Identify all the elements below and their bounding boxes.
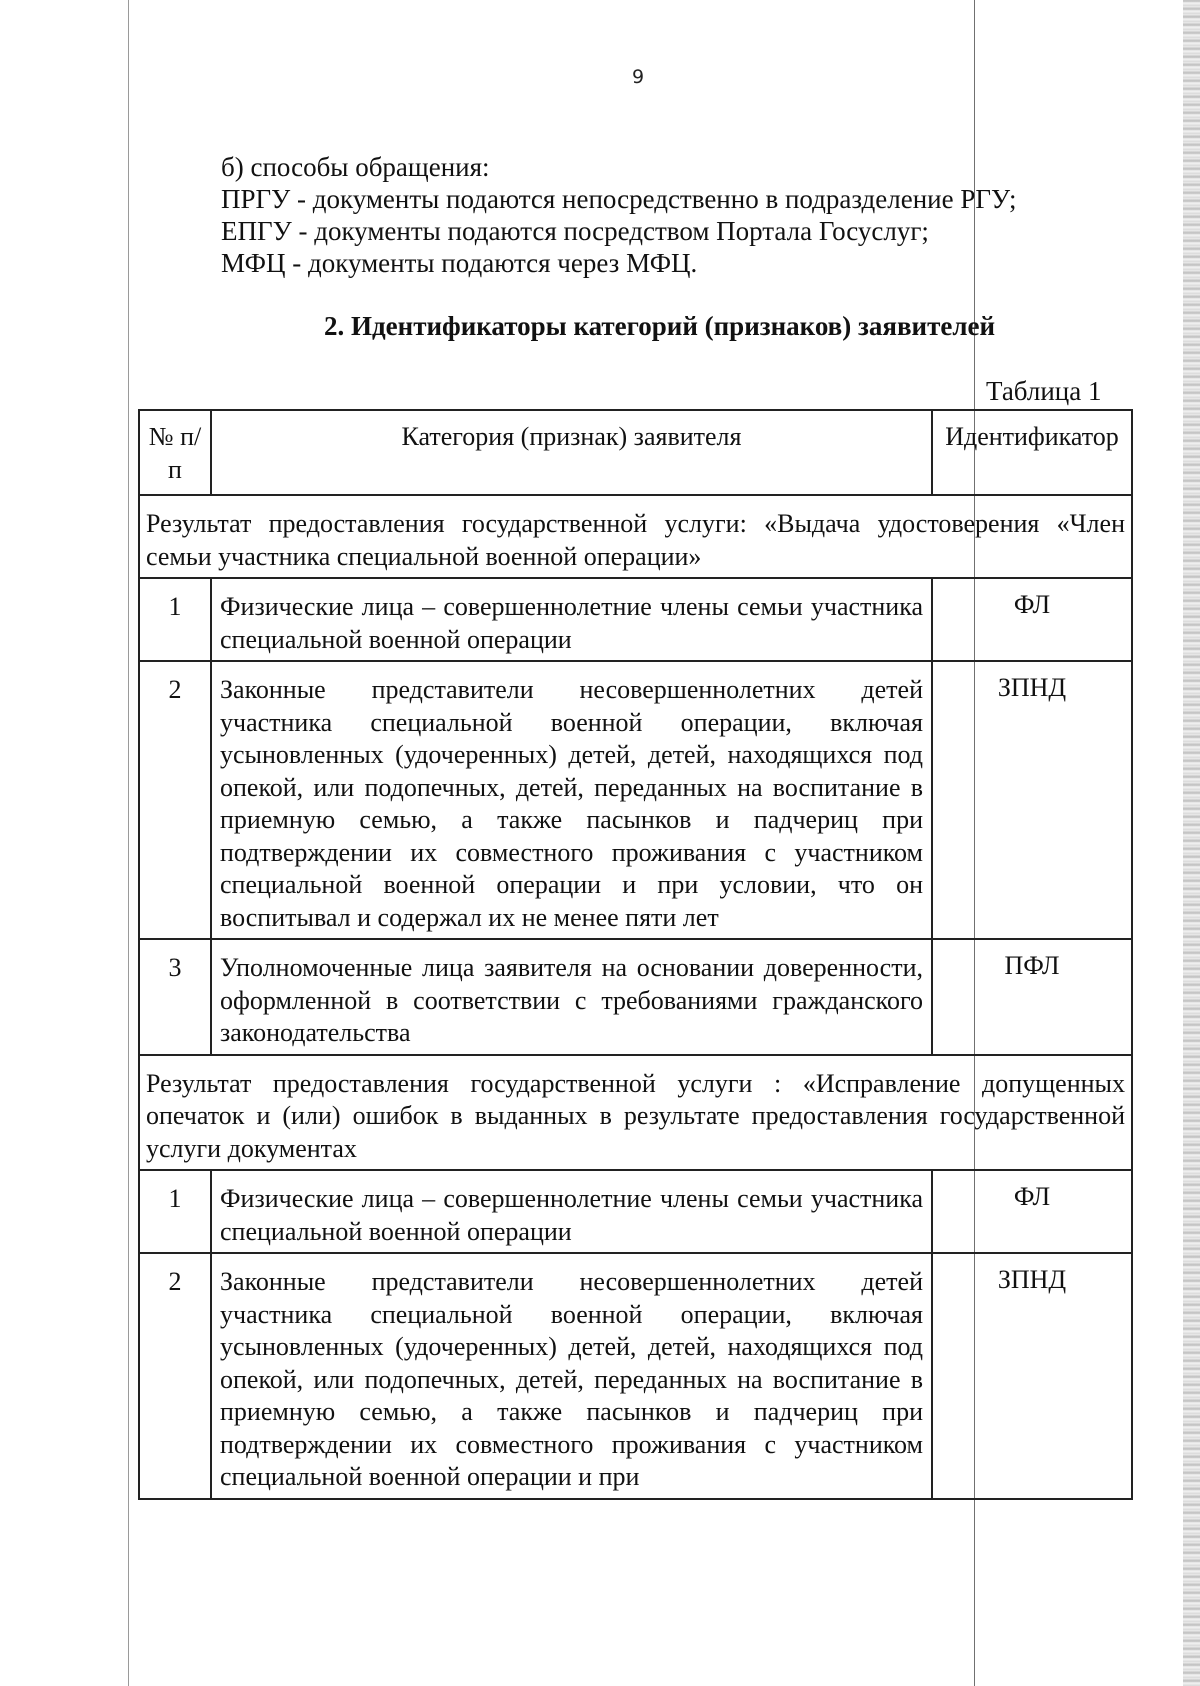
header-category: Категория (признак) заявителя (211, 410, 932, 495)
row-identifier: ЗПНД (932, 661, 1132, 939)
row-identifier: ФЛ (932, 578, 1132, 661)
table-header-row (139, 410, 1132, 495)
group-row (139, 1055, 1132, 1171)
row-identifier: ПФЛ (932, 939, 1132, 1055)
intro-line: ЕПГУ - документы подаются посредством Портала Госуслуг; (221, 216, 929, 246)
row-category: Физические лица – совершеннолетние члены семьи участника специальной военной операции (211, 578, 932, 661)
table-row (139, 661, 1132, 939)
scan-margin-line (128, 0, 129, 1686)
table-caption: Таблица 1 (986, 376, 1102, 406)
group-row (139, 495, 1132, 578)
table-row (139, 1170, 1132, 1253)
row-num: 1 (139, 578, 211, 661)
table-row (139, 1253, 1132, 1499)
submission-methods (221, 151, 1017, 279)
row-category: Законные представители несовершеннолетних детей участника специальной военной операции, включая усыновленных (удочеренных) детей, детей, находящихся под опекой, или подопечных, детей, переданных на воспитание в приемную семью, а также пасынков и падчериц при подтверждении их совместного проживания с участником специальной военной операции и при условии, что он воспитывал и содержал их не менее пяти лет (211, 661, 932, 939)
row-category: Физические лица – совершеннолетние члены семьи участника специальной военной операции (211, 1170, 932, 1253)
intro-line: ПРГУ - документы подаются непосредственно в подразделение РГУ; (221, 184, 1017, 214)
table-row (139, 939, 1132, 1055)
row-num: 2 (139, 661, 211, 939)
page-number: 9 (631, 66, 645, 88)
row-identifier: ЗПНД (932, 1253, 1132, 1499)
row-identifier: ФЛ (932, 1170, 1132, 1253)
table-row (139, 578, 1132, 661)
applicant-categories-table (138, 409, 1133, 1500)
section-heading: 2. Идентификаторы категорий (признаков) заявителей (324, 311, 996, 341)
row-category: Законные представители несовершеннолетних детей участника специальной военной операции, включая усыновленных (удочеренных) детей, детей, находящихся под опекой, или подопечных, детей, переданных на воспитание в приемную семью, а также пасынков и падчериц при подтверждении их совместного проживания с участником специальной военной операции и при (211, 1253, 932, 1499)
row-num: 2 (139, 1253, 211, 1499)
header-num: № п/п (139, 410, 211, 495)
row-num: 1 (139, 1170, 211, 1253)
group-title: Результат предоставления государственной услуги : «Исправление допущенных опечаток и (или) ошибок в выданных в результате предоставления государственной услуги документах (139, 1055, 1132, 1171)
row-num: 3 (139, 939, 211, 1055)
header-identifier: Идентификатор (932, 410, 1132, 495)
group-title: Результат предоставления государственной услуги: «Выдача удостоверения «Член семьи участника специальной военной операции» (139, 495, 1132, 578)
intro-line: б) способы обращения: (221, 152, 490, 182)
intro-line: МФЦ - документы подаются через МФЦ. (221, 248, 698, 278)
scan-page-edge (1183, 0, 1200, 1686)
row-category: Уполномоченные лица заявителя на основании доверенности, оформленной в соответствии с требованиями гражданского законодательства (211, 939, 932, 1055)
